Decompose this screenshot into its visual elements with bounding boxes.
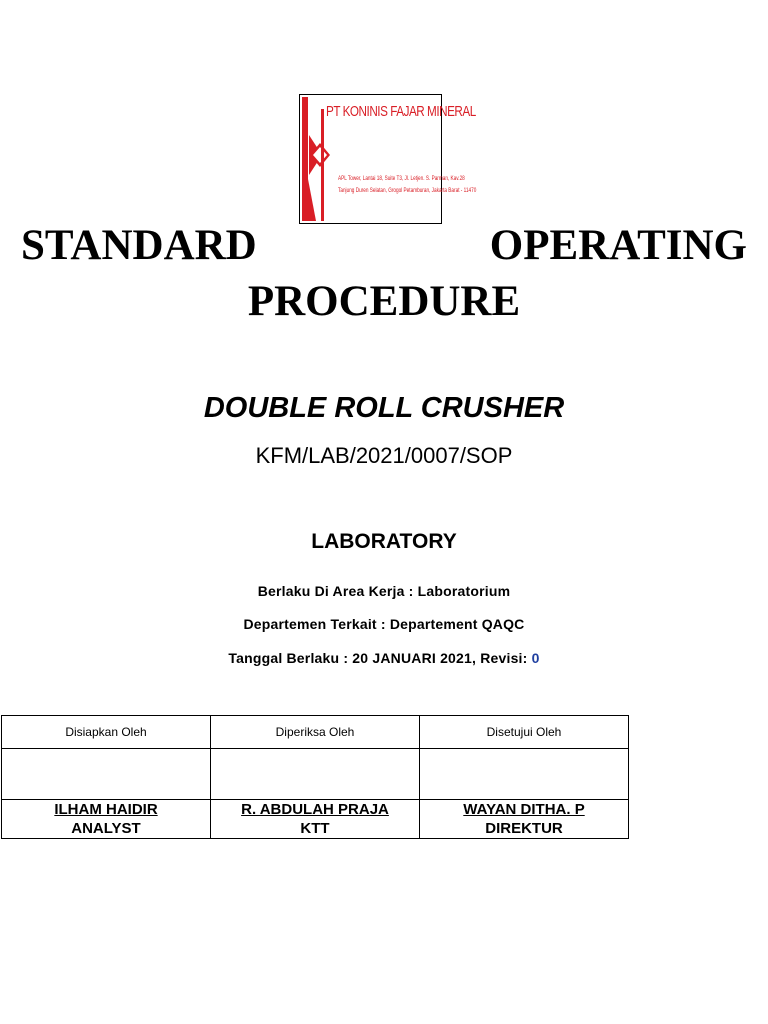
signatory-name: R. ABDULAH PRAJA xyxy=(241,801,389,818)
title-line-1 xyxy=(21,220,747,272)
signatory-approved xyxy=(420,800,629,839)
document-subtitle: DOUBLE ROLL CRUSHER xyxy=(203,392,565,424)
logo-company-name: PT KONINIS FAJAR MINERAL xyxy=(326,103,476,120)
signature-name-row xyxy=(2,800,629,839)
info-date-revision xyxy=(0,649,768,667)
info-date: Tanggal Berlaku : 20 JANUARI 2021, Revisi: xyxy=(228,650,532,666)
company-logo xyxy=(299,94,477,224)
section-heading: LABORATORY xyxy=(311,530,457,553)
signatory-role: DIREKTUR xyxy=(485,820,563,837)
info-revision-number: 0 xyxy=(531,650,540,666)
signatory-name: WAYAN DITHA. P xyxy=(463,801,585,818)
signature-space-prepared xyxy=(2,749,211,800)
signature-header-row xyxy=(2,716,629,749)
info-department: Departemen Terkait : Departement QAQC xyxy=(243,616,525,632)
title-word-standard: STANDARD xyxy=(21,222,257,269)
title-line-2: PROCEDURE xyxy=(247,278,521,325)
document-code: KFM/LAB/2021/0007/SOP xyxy=(255,443,513,468)
logo-address-line: Tanjung Duren Selatan, Grogol Petamburan, Jakarta Barat - 11470 xyxy=(338,187,477,194)
title-word-operating: OPERATING xyxy=(489,222,747,269)
signature-space-approved xyxy=(420,749,629,800)
logo-address xyxy=(338,173,477,197)
signatory-role: ANALYST xyxy=(71,820,141,837)
header-prepared-by: Disiapkan Oleh xyxy=(2,716,211,749)
signatory-role: KTT xyxy=(300,820,330,837)
header-approved-by: Disetujui Oleh xyxy=(420,716,629,749)
signatory-checked xyxy=(211,800,420,839)
signatory-name: ILHAM HAIDIR xyxy=(54,801,158,818)
header-checked-by: Diperiksa Oleh xyxy=(211,716,420,749)
signature-space-row xyxy=(2,749,629,800)
logo-address-line: APL Tower, Lantai 18, Suite T3, Jl. Letjen. S. Parman, Kav.28 xyxy=(338,175,465,182)
signatory-prepared xyxy=(2,800,211,839)
signature-table xyxy=(1,715,629,839)
info-area: Berlaku Di Area Kerja : Laboratorium xyxy=(257,583,511,599)
signature-space-checked xyxy=(211,749,420,800)
